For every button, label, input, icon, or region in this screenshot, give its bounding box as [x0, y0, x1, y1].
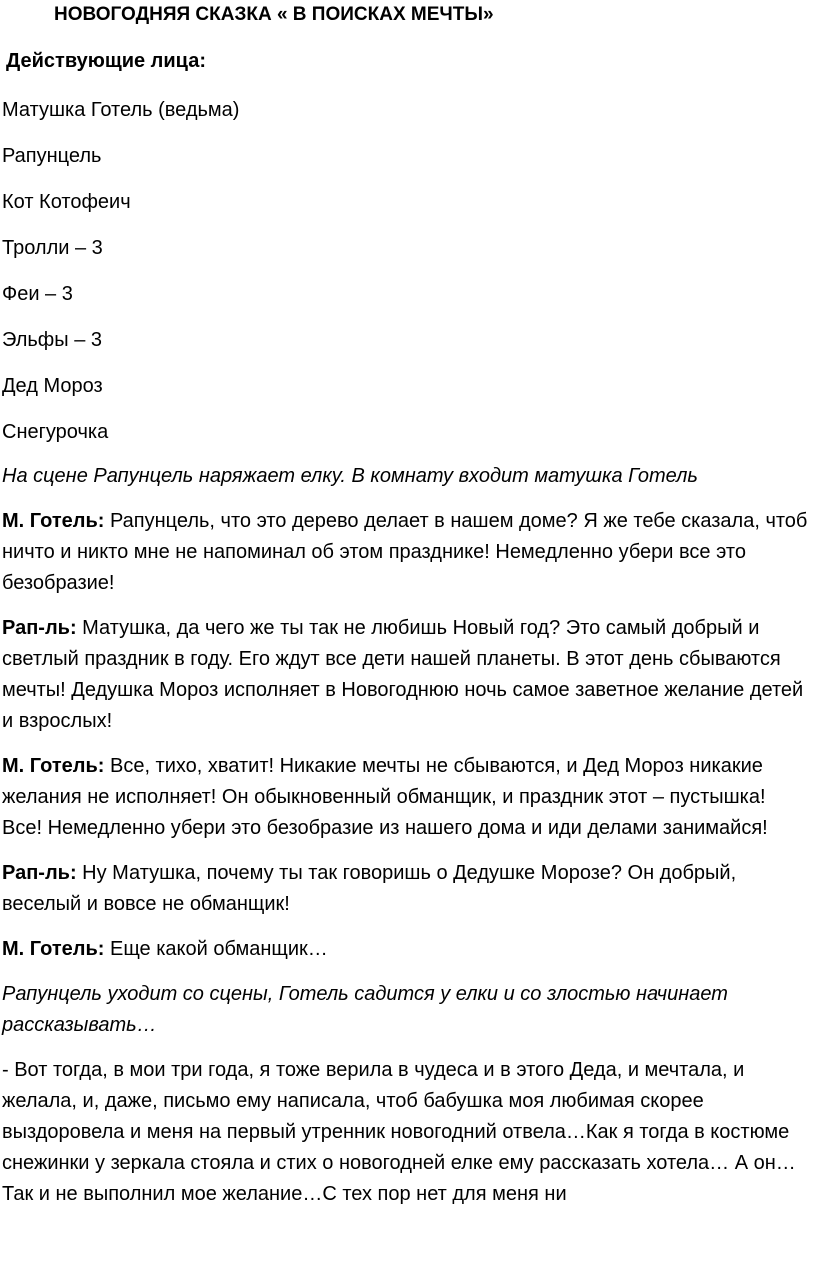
monologue-text: - Вот тогда, в мои три года, я тоже верила в чудеса и в этого Деда, и мечтала, и желала, и, даже, письмо ему написала, чтоб бабушка моя любимая скорее выздоровела и меня на первый утренник новогодний отвела…Как я тогда в костюме снежинки у зеркала стояла и стих о новогодней елке ему рассказать хотела… А он… Так и не выполнил мое желание…С тех пор нет для меня ни — [2, 1059, 796, 1205]
cast-heading: Действующие лица: — [6, 50, 206, 72]
dialogue-text: Все, тихо, хватит! Никакие мечты не сбываются, и Дед Мороз никакие желания не исполняет! Он обыкновенный обманщик, и праздник этот – пустышка! Все! Немедленно убери это безобразие из нашего дома и иди делами занимайся! — [2, 755, 768, 839]
speaker-name: М. Готель: — [2, 938, 105, 960]
dialogue-text: Еще какой обманщик… — [104, 938, 328, 960]
stage-direction — [2, 979, 808, 1041]
dialogue-line — [2, 858, 808, 920]
dialogue-line — [2, 506, 808, 599]
cast-item: Дед Мороз — [2, 375, 103, 397]
speaker-name: М. Готель: — [2, 755, 105, 777]
stage-direction-text: Рапунцель уходит со сцены, Готель садится у елки и со злостью начинает рассказывать… — [2, 983, 728, 1036]
cast-item: Кот Котофеич — [2, 191, 131, 213]
cast-item: Феи – 3 — [2, 283, 73, 305]
cast-item: Матушка Готель (ведьма) — [2, 99, 240, 121]
monologue-paragraph — [2, 1055, 808, 1210]
speaker-name: М. Готель: — [2, 510, 105, 532]
dialogue-text: Ну Матушка, почему ты так говоришь о Дедушке Морозе? Он добрый, веселый и вовсе не обманщик! — [2, 862, 737, 915]
stage-direction-text: На сцене Рапунцель наряжает елку. В комнату входит матушка Готель — [2, 465, 698, 487]
cast-item: Тролли – 3 — [2, 237, 103, 259]
document-title: НОВОГОДНЯЯ СКАЗКА « В ПОИСКАХ МЕЧТЫ» — [54, 4, 494, 25]
speaker-name: Рап-ль: — [2, 862, 77, 884]
dialogue-text: Рапунцель, что это дерево делает в нашем доме? Я же тебе сказала, чтоб ничто и никто мне не напоминал об этом празднике! Немедленно убери все это безобразие! — [2, 510, 808, 594]
dialogue-line — [2, 934, 808, 965]
stage-direction — [2, 461, 808, 492]
speaker-name: Рап-ль: — [2, 617, 77, 639]
cast-item: Эльфы – 3 — [2, 329, 102, 351]
dialogue-line — [2, 613, 808, 737]
cast-item: Снегурочка — [2, 421, 109, 443]
dialogue-line — [2, 751, 808, 844]
dialogue-text: Матушка, да чего же ты так не любишь Новый год? Это самый добрый и светлый праздник в году. Его ждут все дети нашей планеты. В этот день сбываются мечты! Дедушка Мороз исполняет в Новогоднюю ночь самое заветное желание детей и взрослых! — [2, 617, 804, 732]
cast-item: Рапунцель — [2, 145, 102, 167]
cast-list — [2, 95, 239, 463]
script-body — [2, 461, 808, 1224]
